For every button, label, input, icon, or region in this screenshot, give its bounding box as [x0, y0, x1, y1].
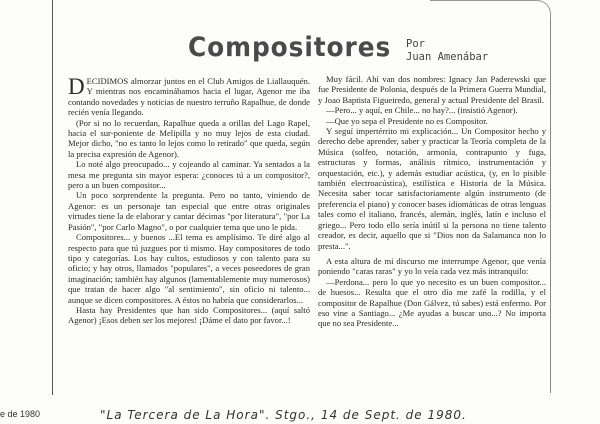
byline-author: Juan Amenábar	[406, 51, 489, 63]
drop-cap: D	[68, 74, 85, 99]
paragraph-text: ECIDIMOS almorzar juntos en el Club Amigos de Liallauquén. Y mientras nos encaminábamos hacia el lugar, Agenor me iba contando novedades y noticias de nuestro terruño Rapalhue, de donde recién venía llegando.	[68, 76, 310, 118]
paragraph	[68, 76, 310, 118]
paragraph: Hasta hay Presidentes que han sido Compositores... (aquí saltó Agenor) ¡Esos deben ser los mejores! ¡Dáme el dato por favor...!	[68, 304, 310, 326]
paragraph: Un poco sorprendente la pregunta. Pero no tanto, viniendo de Agenor: es un personaje tan especial que entre otras originales virtudes tiene la de elaborar y cantar décimas "por literatura", "por La Pasión", "por Carlo Magno", o por cualquier tema que uno le pida.	[68, 190, 310, 232]
paragraph: Compositores... y buenos ...El tema es amplísimo. Te diré algo al respecto para que tú juzgues por ti mismo. Hay compositores de todo tipo y categorías. Los hay cultos, estudiosos y con talento para su oficio; y hay otros, llamados "populares", a veces poseedores de gran imaginación; también hay algunos (lamentablemente muy numerosos) que tratan de hacer algo "al sentimiento", sin oficio ni talento... aunque se dicen compositores. A éstos no habría que considerarlos...	[68, 232, 310, 305]
byline-por: Por	[406, 38, 425, 50]
clipping-left-border	[52, 0, 53, 395]
article-title: Compositores	[188, 32, 392, 63]
handwritten-source-note: "La Tercera de La Hora". Stgo., 14 de Sept. de 1980.	[100, 408, 467, 422]
paragraph: —Perdona... pero lo que yo necesito es un buen compositor... de huesos... Resulta que el otro día me zafé la rodilla, y el compositor de Rapalhue (Don Gálvez, tú sabes) está enfermo. Por eso vine a Santiago... ¿Me ayudas a buscar uno...? No importa que no sea Presidente...	[318, 276, 546, 329]
right-column	[318, 74, 546, 329]
paragraph: —Que yo sepa el Presidente no es Compositor.	[326, 115, 488, 126]
clipping-right-border	[550, 18, 551, 393]
paragraph: Muy fácil. Ahí van dos nombres: Ignacy Jan Paderewski que fue Presidente de Polonia, después de la Primera Guerra Mundial, y Joao Baptista Figueiredo, general y actual Presidente del Brasil.	[318, 74, 546, 105]
paragraph: —Pero... y aquí, en Chile... no hay?... (insistió Agenor).	[326, 105, 518, 116]
byline	[406, 38, 488, 64]
paragraph: (Por si no lo recuerdan, Rapalhue queda a orillas del Lago Rapel, hacia el sur-poniente de Melipilla y no muy lejos de esta ciudad. Mejor dicho, "no es tanto lo lejos como lo retirado" que queda, según la precisa expresión de Agenor).	[68, 117, 310, 159]
paragraph: Lo noté algo preocupado... y cojeando al caminar. Ya sentados a la mesa me pregunta sin mayor espera: ¿conoces tú a un compositor?, pero a un buen compositor...	[68, 159, 310, 191]
date-fragment: e de 1980	[0, 409, 41, 419]
left-column	[68, 76, 310, 326]
paragraph: A esta altura de mi discurso me interrumpe Agenor, que venía poniendo "caras raras" y yo lo veía cada vez más intranquilo:	[318, 255, 546, 277]
clipping-top-corner	[430, 0, 551, 19]
paragraph: Y seguí impertérrito mi explicación... Un Compositor hecho y derecho debe aprender, saber y practicar la Teoría completa de la Música (solfeo, notación, armonía, contrapunto y fuga, estructuras y formas, análisis rítmico, instrumentación y orquestación, etc.), y además estudiar acústica, (y, en lo pisible también electroacústica), estilística e Historia de la Música. Necesita saber tocar satisfactoriamente algún instrumento (de preferencia el piano) y conocer bases idiomáticas de otras lenguas tales como el italiano, francés, alemán, inglés, latín e incluso el griego... Pero todo ello sería inútil si la persona no tiene talento creador, es decir, aquello que si "Dios non da Salamanca non lo presta...".	[318, 126, 546, 251]
